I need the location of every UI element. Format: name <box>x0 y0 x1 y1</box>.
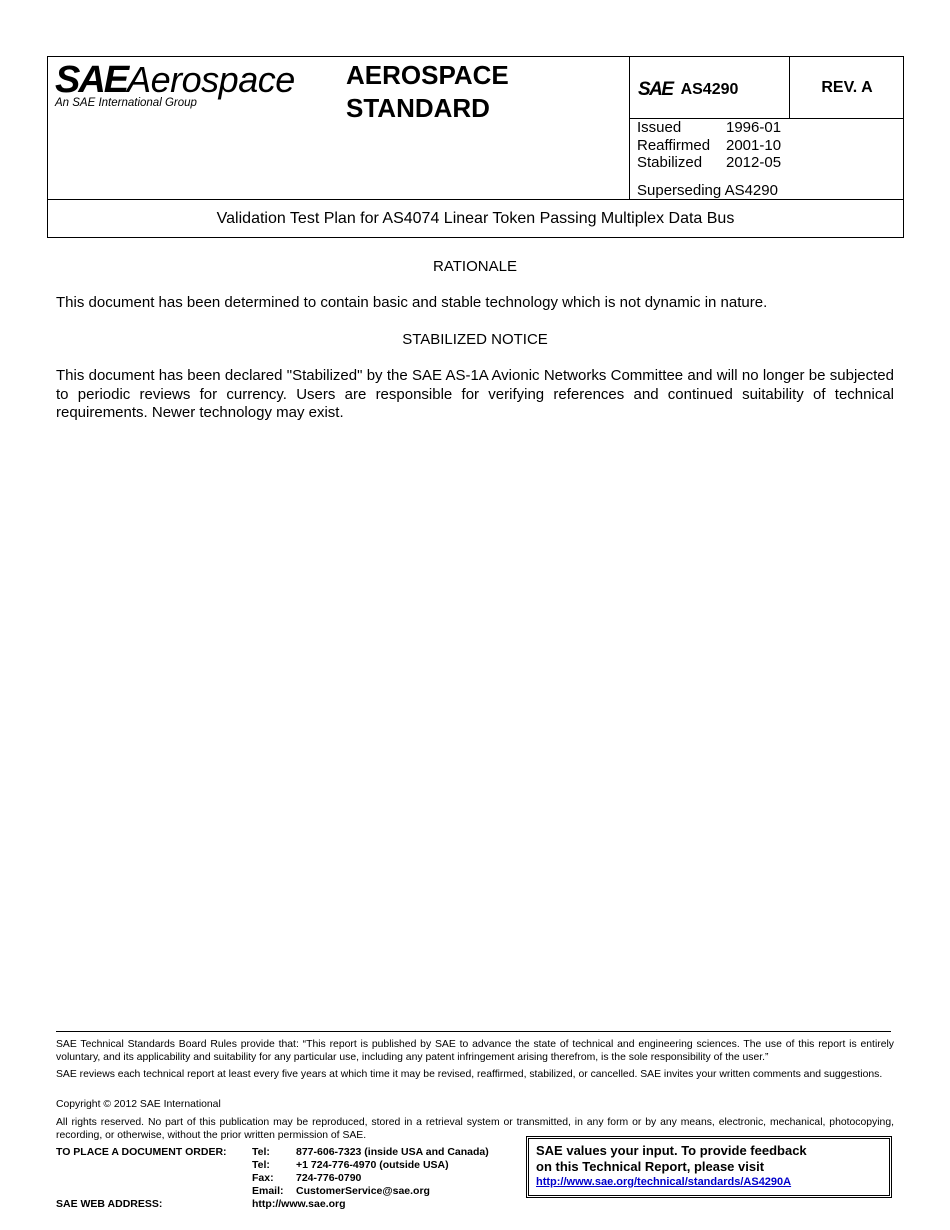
contact-row <box>56 1198 489 1211</box>
contact-value: 724-776-0790 <box>296 1172 362 1184</box>
date-value: 1996-01 <box>726 119 782 136</box>
logo-aerospace-text: Aerospace <box>127 59 295 100</box>
date-value: 2001-10 <box>726 136 782 154</box>
contact-row <box>56 1146 489 1159</box>
feedback-line-2: on this Technical Report, please visit <box>536 1159 765 1174</box>
contact-label: Tel: <box>252 1159 270 1171</box>
footer-divider <box>56 1031 891 1032</box>
order-contact-block <box>56 1146 489 1211</box>
rationale-heading: RATIONALE <box>433 258 517 275</box>
supersedes-note: Superseding AS4290 <box>637 182 778 199</box>
feedback-link[interactable]: http://www.sae.org/technical/standards/AS4290A <box>536 1176 792 1188</box>
date-label: Stabilized <box>637 154 703 171</box>
mini-sae-logo: SAE <box>638 79 673 100</box>
web-address-label: SAE WEB ADDRESS: <box>56 1198 163 1210</box>
contact-label: Fax: <box>252 1172 274 1184</box>
sae-aerospace-logo <box>55 59 295 102</box>
revision-label: REV. A <box>821 79 873 96</box>
logo-tagline: An SAE International Group <box>55 97 197 109</box>
feedback-box <box>526 1136 892 1198</box>
date-value: 2012-05 <box>726 154 782 171</box>
contact-row <box>56 1159 489 1172</box>
contact-label: Tel: <box>252 1146 270 1158</box>
date-row <box>637 119 781 137</box>
review-note: SAE reviews each technical report at least every five years at which time it may be revised, reaffirmed, stabilized, or cancelled. SAE invites your written comments and suggestions. <box>56 1069 883 1080</box>
order-label: TO PLACE A DOCUMENT ORDER: <box>56 1146 227 1158</box>
logo-sae-text: SAE <box>55 59 128 101</box>
standard-type-title <box>346 59 509 125</box>
contact-email[interactable]: CustomerService@sae.org <box>296 1185 430 1197</box>
document-title: Validation Test Plan for AS4074 Linear Token Passing Multiplex Data Bus <box>216 210 735 227</box>
stabilized-notice-heading: STABILIZED NOTICE <box>402 331 548 348</box>
stabilized-notice-text: This document has been declared "Stabilized" by the SAE AS-1A Avionic Networks Committee and will no longer be subjected to periodic reviews for currency. Users are responsible for verifying references and continued suitability of technical requirements. Newer technology may exist. <box>56 367 894 421</box>
document-header <box>47 56 904 238</box>
date-list <box>637 119 781 172</box>
rationale-text: This document has been determined to contain basic and stable technology which is not dynamic in nature. <box>56 294 768 311</box>
board-rules-note: SAE Technical Standards Board Rules provide that: “This report is published by SAE to advance the state of technical and engineering sciences. The use of this report is entirely voluntary, and its applicability and suitability for any particular use, including any patent infringement arising therefrom, is the sole responsibility of the user.” <box>56 1039 894 1063</box>
title-line-1: AEROSPACE <box>346 60 509 90</box>
contact-value: 877-606-7323 (inside USA and Canada) <box>296 1146 489 1158</box>
title-line-2: STANDARD <box>346 93 490 123</box>
contact-value: +1 724-776-4970 (outside USA) <box>296 1159 449 1171</box>
web-address-link[interactable]: http://www.sae.org <box>252 1198 346 1210</box>
document-number: AS4290 <box>680 81 739 98</box>
date-row <box>637 154 781 172</box>
header-divider <box>629 57 630 200</box>
copyright-note: Copyright © 2012 SAE International <box>56 1099 221 1110</box>
contact-row <box>56 1172 489 1185</box>
contact-row <box>56 1185 489 1198</box>
document-number-cell <box>638 79 738 101</box>
feedback-line-1: SAE values your input. To provide feedback <box>536 1143 807 1158</box>
date-label: Issued <box>637 119 682 136</box>
date-label: Reaffirmed <box>637 136 711 154</box>
rights-note: All rights reserved. No part of this publication may be reproduced, stored in a retrieval system or transmitted, in any form or by any means, electronic, mechanical, photocopying, recording, or otherwise, without the prior written permission of SAE. <box>56 1117 894 1141</box>
date-row <box>637 137 781 155</box>
contact-label: Email: <box>252 1185 284 1197</box>
